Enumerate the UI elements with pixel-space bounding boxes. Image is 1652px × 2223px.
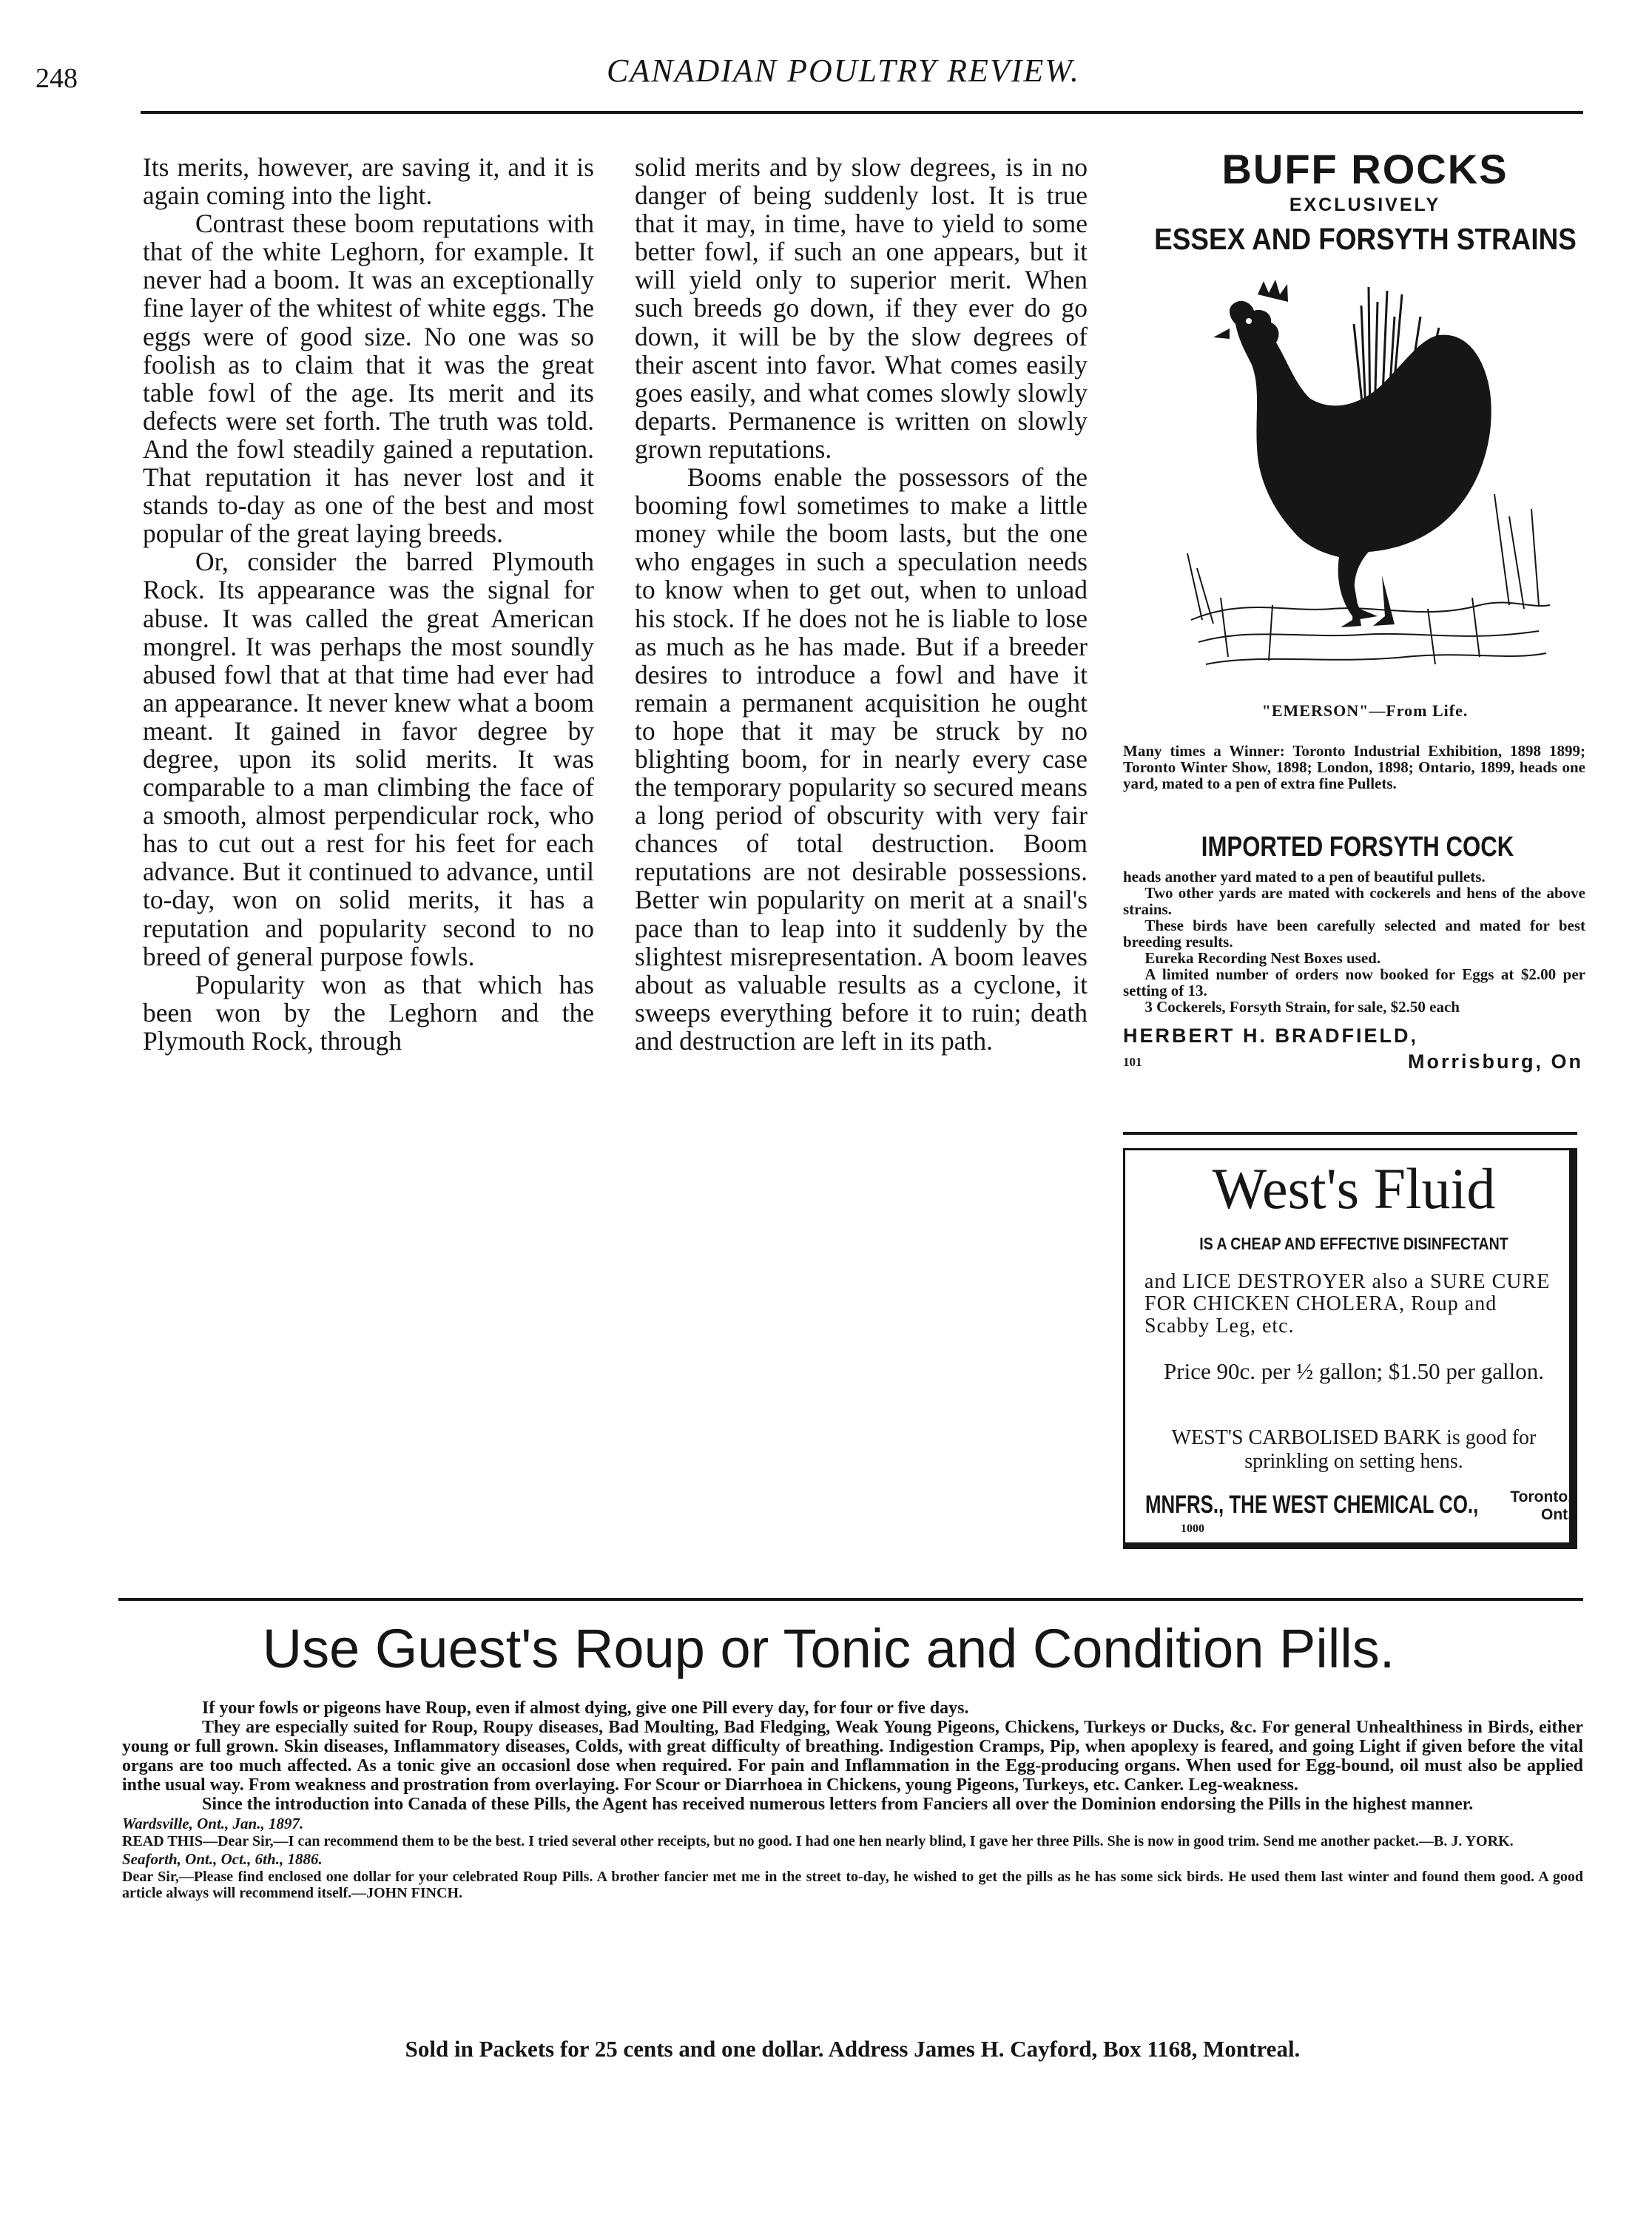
guest-pills-body <box>122 1699 1583 1901</box>
guest-pills-sold-line: Sold in Packets for 25 cents and one dollar. Address James H. Cayford, Box 1168, Montreal. <box>405 2036 1301 2062</box>
wests-fluid-city <box>1509 1488 1572 1524</box>
letter-date: Wardsville, Ont., Jan., 1897. <box>122 1815 304 1832</box>
article-column-2 <box>635 153 1088 1055</box>
section-divider <box>118 1598 1583 1601</box>
buff-note: 3 Cockerels, Forsyth Strain, for sale, $2.50 each <box>1144 998 1460 1016</box>
wests-fluid-subtitle: IS A CHEAP AND EFFECTIVE DISINFECTANT <box>1199 1234 1508 1253</box>
testimonial-letter: Dear Sir,—Please find enclosed one dollar for your celebrated Roup Pills. A brother fancier met me in the street to-day, he wished to get the pills as he has some sick birds. He used them last winter and found them good. A good article always will recommend itself.—JOHN FINCH. <box>122 1869 1583 1901</box>
wests-fluid-bark: WEST'S CARBOLISED BARK is good for sprinkling on setting hens. <box>1171 1426 1537 1473</box>
wests-fluid-lice: and LICE DESTROYER also a SURE CURE FOR CHICKEN CHOLERA, Roup and Scabby Leg, etc. <box>1144 1270 1551 1337</box>
buff-note: A limited number of orders now booked for Eggs at $2.00 per setting of 13. <box>1123 965 1585 999</box>
header-rule <box>141 111 1583 114</box>
wests-fluid-title: West's Fluid <box>1212 1156 1496 1221</box>
buff-address-row <box>1123 1050 1583 1074</box>
testimonial-letter: READ THIS—Dear Sir,—I can recommend them to be the best. I tried several other receipts, but no good. I had one hen nearly blind, I gave her three Pills. She is now in good trim. Send me another packet.—B. J. YORK. <box>122 1833 1514 1849</box>
paragraph: solid merits and by slow degrees, is in no danger of being suddenly lost. It is true that it may, in time, have to yield to some better fowl, if such an one appears, but it will yield only to superior merit. When such breeds go down, if they ever do go down, it will be by the slow degrees of their ascent into favor. What comes easily goes easily, and what comes slowly slowly departs. Permanence is written on slowly grown reputations. <box>635 152 1088 464</box>
guest-paragraph: They are especially suited for Roup, Roupy diseases, Bad Moulting, Bad Fledging, Weak Young Pigeons, Chickens, Turkeys or Ducks, &c. For general Unhealthiness in Birds, either young or full grown. Skin diseases, Inflammatory diseases, Colds, with great difficulty of breathing. Indigestion Cramps, Pip, when apoplexy is feared, and going Light if given before the vital organs are too much affected. As a tonic give an occasionl dose when required. For pain and Inflammation in the Egg-producing organs. When used for Egg-bound, oil must also be applied inthe usual way. From weakness and prostration from overlaying. For Scour or Diarrhoea in Chickens, young Pigeons, Turkeys, etc. Canker. Leg-weakness. <box>122 1718 1583 1795</box>
buff-bottom-rule <box>1123 1132 1577 1135</box>
wests-fluid-manufacturer: MNFRS., THE WEST CHEMICAL CO., <box>1145 1491 1479 1519</box>
paragraph: Or, consider the barred Plymouth Rock. Its appearance was the signal for abuse. It was called the great American mongrel. It was perhaps the most soundly abused fowl that at that time had ever had an appearance. It never knew what a boom meant. It gained in favor degree by degree, upon its solid merits. It was comparable to a man climbing the face of a smooth, almost perpendicular rock, who has to cut out a rest for his feet for each advance. But it continued to advance, until to-day, won on solid merits, it has a reputation and popularity second to no breed of general purpose fowls. <box>143 547 594 971</box>
wests-fluid-ad-code: 1000 <box>1181 1522 1204 1535</box>
buff-exclusively: EXCLUSIVELY <box>1289 195 1441 215</box>
buff-imported-heading: IMPORTED FORSYTH COCK <box>1201 831 1514 863</box>
buff-note: These birds have been carefully selected and mated for best breeding results. <box>1123 917 1585 951</box>
paragraph: Popularity won as that which has been won by the Leghorn and the Plymouth Rock, through <box>143 969 594 1056</box>
buff-breeder-name: HERBERT H. BRADFIELD, <box>1123 1025 1418 1047</box>
guest-paragraph: If your fowls or pigeons have Roup, even if almost dying, give one Pill every day, for four or five days. <box>202 1699 969 1718</box>
wests-fluid-price: Price 90c. per ½ gallon; $1.50 per gallon. <box>1164 1358 1544 1384</box>
running-head: CANADIAN POULTRY REVIEW. <box>607 53 1080 89</box>
guest-pills-title: Use Guest's Roup or Tonic and Condition Pills. <box>262 1618 1395 1679</box>
buff-wins: Many times a Winner: Toronto Industrial Exhibition, 1898 1899; Toronto Winter Show, 1898; London, 1898; Ontario, 1899, heads one yard, mated to a pen of extra fine Pullets. <box>1123 742 1585 792</box>
buff-town: Morrisburg, On <box>1408 1050 1583 1073</box>
article-column-1 <box>143 153 594 1055</box>
paragraph: Contrast these boom reputations with that of the white Leghorn, for example. It never had a boom. It was an exceptionally fine layer of the whitest of white eggs. The eggs were of good size. No one was so foolish as to claim that it was the great table fowl of the age. Its merit and its defects were set forth. The truth was told. And the fowl steadily gained a reputation. That reputation it has never lost and it stands to-day as one of the best and most popular of the great laying breeds. <box>143 209 594 549</box>
buff-notes <box>1123 868 1585 1015</box>
buff-ad-code: 101 <box>1123 1055 1142 1069</box>
buff-note: heads another yard mated to a pen of beautiful pullets. <box>1123 868 1486 886</box>
paragraph: Its merits, however, are saving it, and it is again coming into the light. <box>143 152 594 211</box>
letter-date: Seaforth, Ont., Oct., 6th., 1886. <box>122 1850 323 1868</box>
wests-fluid-city-line: Ont. <box>1541 1506 1572 1523</box>
rooster-illustration <box>1184 272 1554 690</box>
paragraph: Booms enable the possessors of the booming fowl sometimes to make a little money while the boom lasts, but the one who engages in such a speculation needs to know when to get out, when to unload his stock. If he does not he is liable to lose as much as he has made. But if a breeder desires to introduce a fowl and have it remain a permanent acquisition he ought to hope that it may be struck by no blighting boom, for in nearly every case the temporary popularity so secured means a long period of obscurity with very fair chances of total destruction. Boom reputations are not desirable possessions. Better win popularity on merit at a snail's pace than to leap into it suddenly by the slightest misrepresentation. A boom leaves about as valuable results as a cyclone, it sweeps everything before it to ruin; death and destruction are left in its path. <box>635 462 1088 1056</box>
guest-paragraph: Since the introduction into Canada of these Pills, the Agent has received numerous letters from Fanciers all over the Dominion endorsing the Pills in the highest manner. <box>202 1795 1474 1814</box>
buff-rocks-title: BUFF ROCKS <box>1221 146 1508 192</box>
buff-strains: ESSEX AND FORSYTH STRAINS <box>1154 222 1577 256</box>
page-number: 248 <box>36 63 78 94</box>
buff-note: Two other yards are mated with cockerels and hens of the above strains. <box>1123 884 1585 918</box>
buff-caption: "EMERSON"—From Life. <box>1261 701 1469 720</box>
wests-fluid-city-line: Toronto, <box>1510 1488 1572 1505</box>
buff-note: Eureka Recording Nest Boxes used. <box>1144 949 1381 967</box>
